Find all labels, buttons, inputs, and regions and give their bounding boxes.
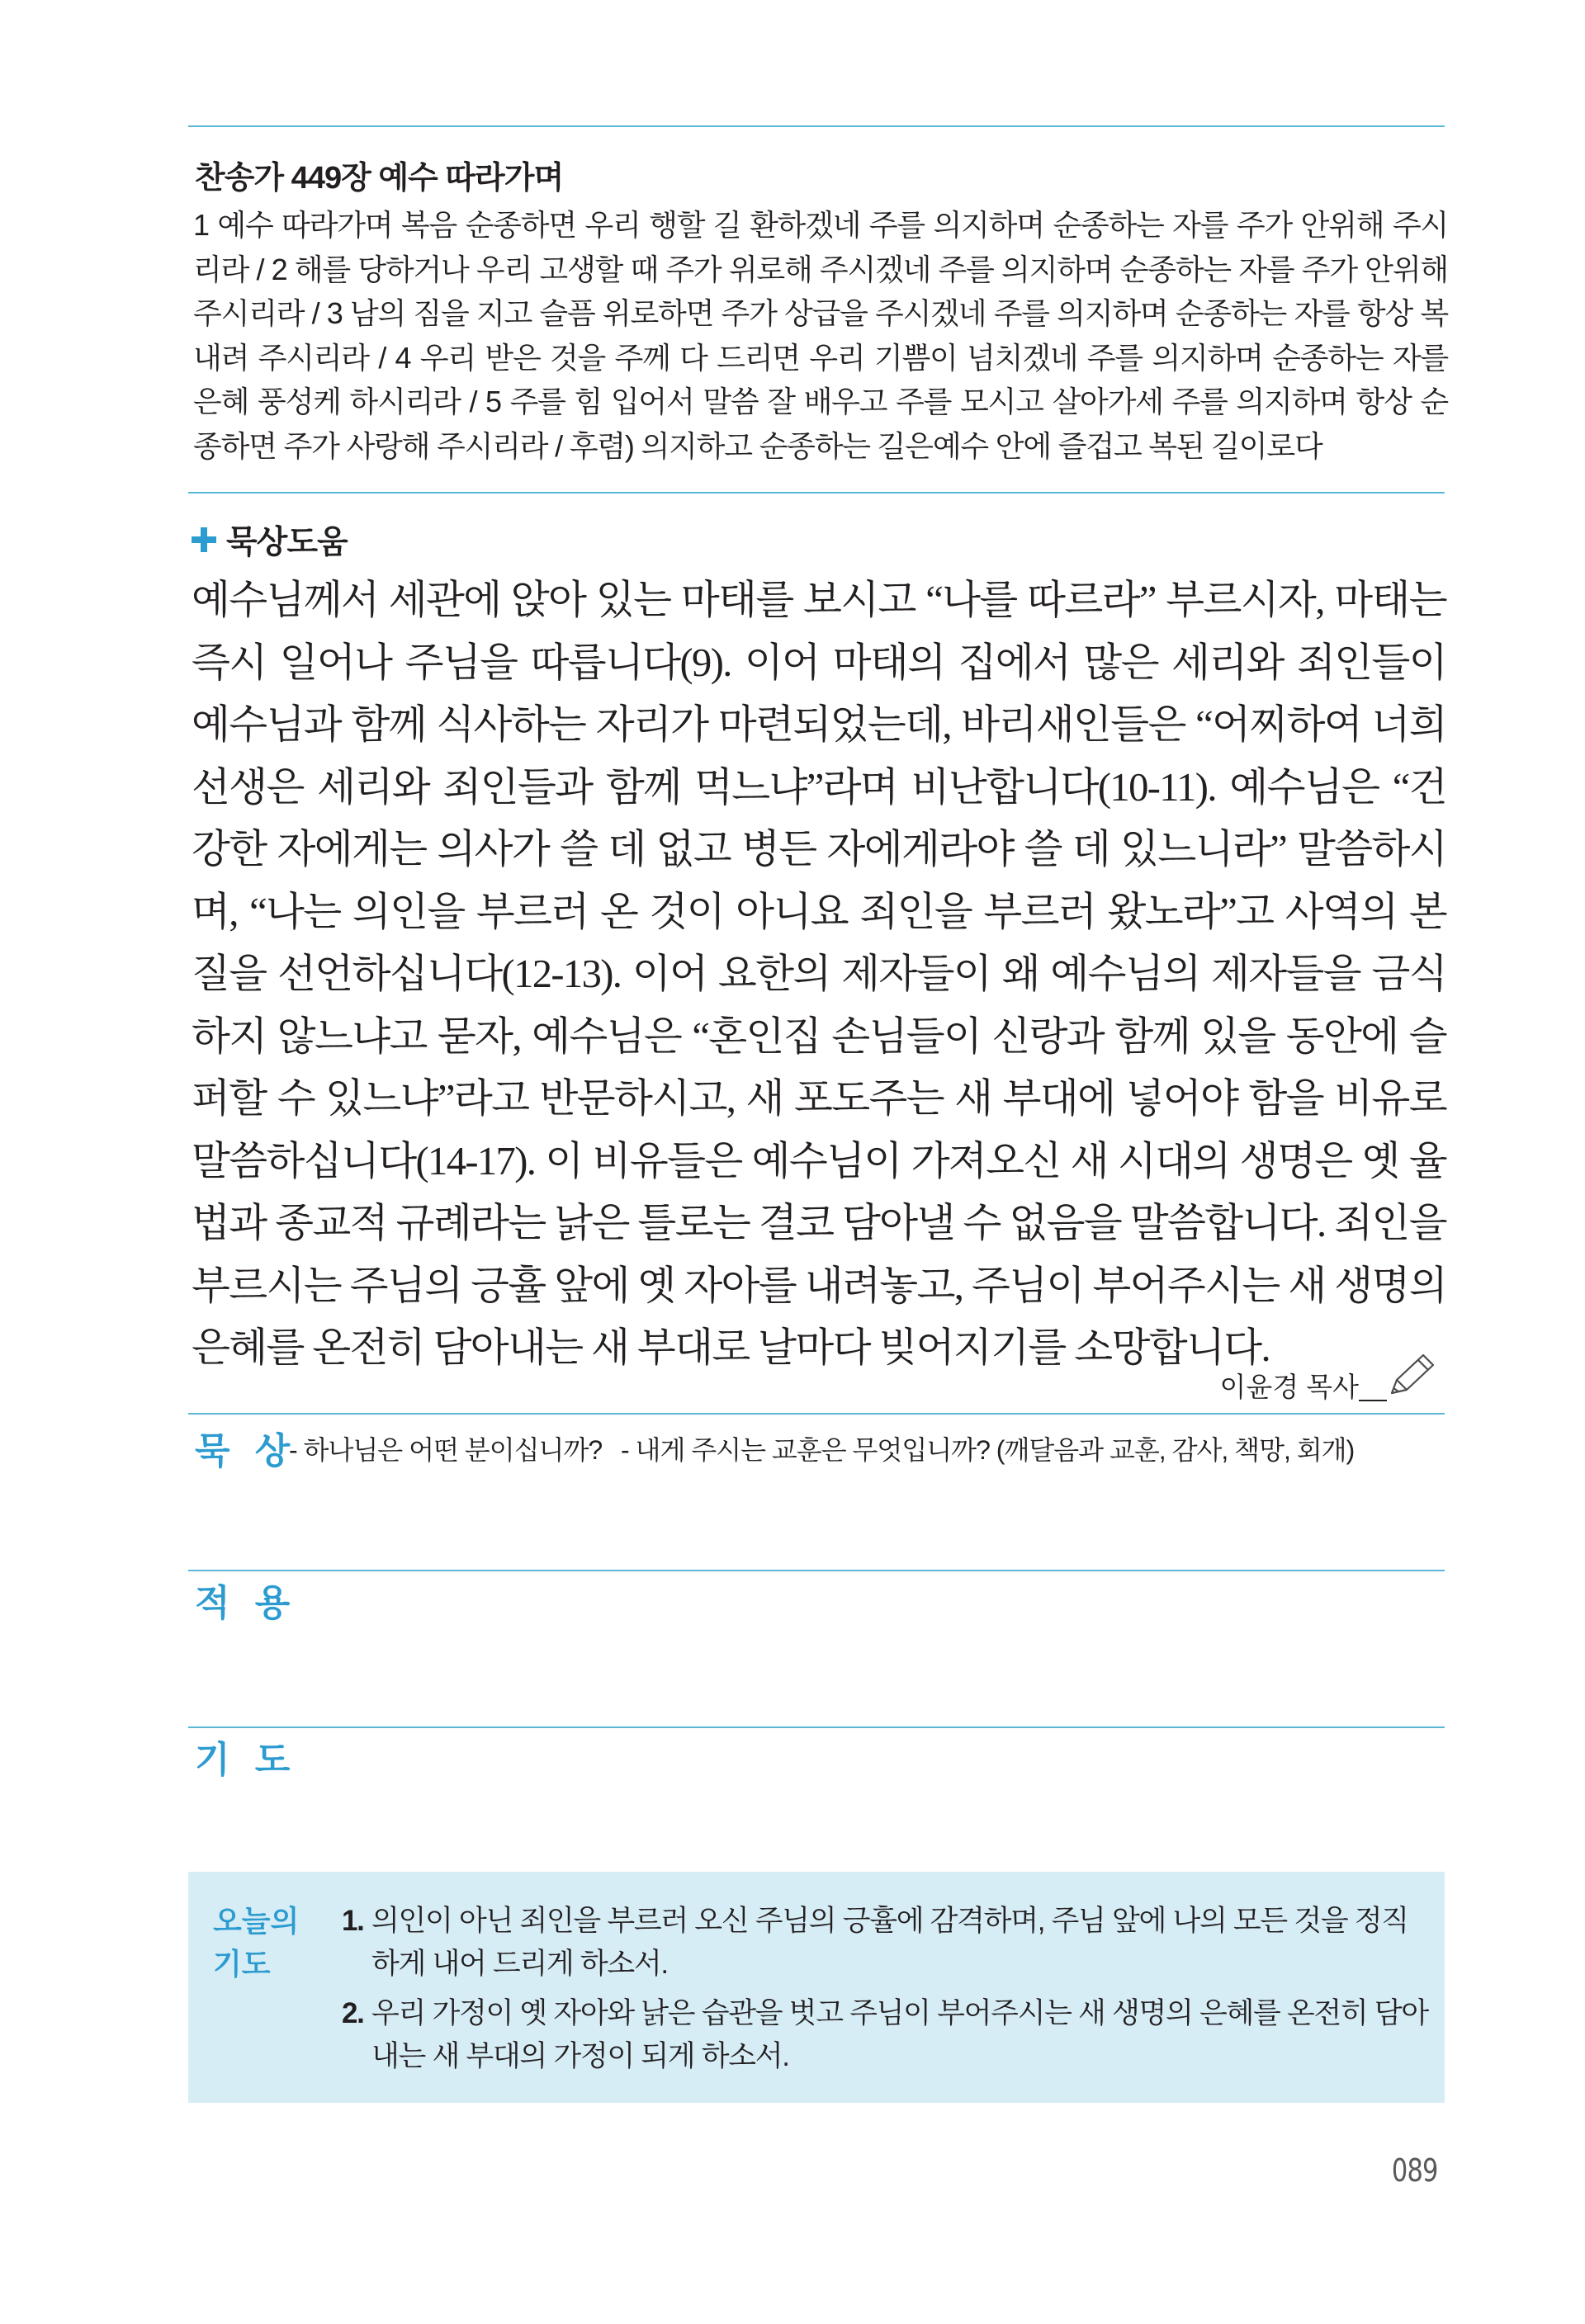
- prayer-item-text: 의인이 아닌 죄인을 부르러 오신 주님의 긍휼에 감격하며, 주님 앞에 나의 모든 것을 정직하게 내어 드리게 하소서.: [371, 1905, 1408, 1980]
- today-prayer-heading-line1: 오늘의: [213, 1904, 300, 1938]
- today-prayer-heading-line2: 기도: [213, 1947, 271, 1981]
- top-rule: [188, 125, 1445, 127]
- author-name: 이윤경 목사: [1219, 1372, 1359, 1402]
- author-signature: [1219, 1352, 1438, 1405]
- hymn-lyrics: 1 예수 따라가며 복음 순종하면 우리 행할 길 환하겠네 주를 의지하며 순종하는 자를 주가 안위해 주시리라 / 2 해를 당하거나 우리 고생할 때 주가 위로해 주시겠네 주를 의지하며 순종하는 자를 주가 안위해 주시리라 / 3 남의 짐을 지고 슬픔 위로하면 주가 상급을 주시겠네 주를 의지하며 순종하는 자를 항상 복 내려 주시리라 / 4 우리 받은 것을 주께 다 드리면 우리 기쁨이 넘치겠네 주를 의지하며 순종하는 자를 은혜 풍성케 하시리라 / 5 주를 힘 입어서 말씀 잘 배우고 주를 모시고 살아가세 주를 의지하며 항상 순종하면 주가 사랑해 주시리라 / 후렴) 의지하고 순종하는 길은예수 안에 즐겁고 복된 길이로다: [193, 208, 1448, 463]
- mooksang-question-1: - 하나님은 어떤 분이십니까?: [289, 1435, 603, 1465]
- today-prayer-heading: [213, 1900, 312, 1986]
- signature-underline: [1359, 1400, 1387, 1401]
- today-prayer-list: [342, 1900, 1431, 2085]
- prayer-title: 기 도: [195, 1740, 298, 1780]
- prayer-item-text: 우리 가정이 옛 자아와 낡은 습관을 벗고 주님이 부어주시는 새 생명의 은혜를 온전히 담아내는 새 부대의 가정이 되게 하소서.: [371, 1997, 1428, 2072]
- mooksang-title: 묵 상: [195, 1431, 298, 1471]
- pencil-icon: [1387, 1352, 1438, 1405]
- plus-icon: [192, 527, 216, 552]
- prayer-item: [342, 1992, 1431, 2078]
- mooksang-question-2: - 내게 주시는 교훈은 무엇입니까? (깨달음과 교훈, 감사, 책망, 회개): [621, 1435, 1355, 1465]
- prayer-item-number: 1.: [342, 1905, 364, 1937]
- hymn-bottom-rule: [188, 492, 1445, 494]
- mooksang-rule: [188, 1413, 1445, 1415]
- meditation-heading-label: 묵상도움: [226, 525, 348, 560]
- prayer-item: [342, 1900, 1431, 1986]
- hymn-title: 찬송가 449장 예수 따라가며: [195, 161, 564, 196]
- today-prayer-box: [188, 1872, 1445, 2103]
- prayer-item-number: 2.: [342, 1997, 364, 2029]
- prayer-rule: [188, 1726, 1445, 1728]
- meditation-body: 예수님께서 세관에 앉아 있는 마태를 보시고 “나를 따르라” 부르시자, 마태는 즉시 일어나 주님을 따릅니다(9). 이어 마태의 집에서 많은 세리와 죄인들이 예수님과 함께 식사하는 자리가 마련되었는데, 바리새인들은 “어찌하여 너희 선생은 세리와 죄인들과 함께 먹느냐”라며 비난합니다(10-11). 예수님은 “건강한 자에게는 의사가 쓸 데 없고 병든 자에게라야 쓸 데 있느니라” 말씀하시며, “나는 의인을 부르러 온 것이 아니요 죄인을 부르러 왔노라”고 사역의 본질을 선언하십니다(12-13). 이어 요한의 제자들이 왜 예수님의 제자들을 금식하지 않느냐고 묻자, 예수님은 “혼인집 손님들이 신랑과 함께 있을 동안에 슬퍼할 수 있느냐”라고 반문하시고, 새 포도주는 새 부대에 넣어야 함을 비유로 말씀하십니다(14-17). 이 비유들은 예수님이 가져오신 새 시대의 생명은 옛 율법과 종교적 규례라는 낡은 틀로는 결코 담아낼 수 없음을 말씀합니다. 죄인을 부르시는 주님의 긍휼 앞에 옛 자아를 내려놓고, 주님이 부어주시는 새 생명의 은혜를 온전히 담아내는 새 부대로 날마다 빚어지기를 소망합니다.: [192, 579, 1446, 1370]
- apply-title: 적 용: [195, 1583, 298, 1623]
- apply-rule: [188, 1570, 1445, 1571]
- page-number: 089: [1392, 2152, 1438, 2189]
- meditation-heading: [192, 517, 348, 563]
